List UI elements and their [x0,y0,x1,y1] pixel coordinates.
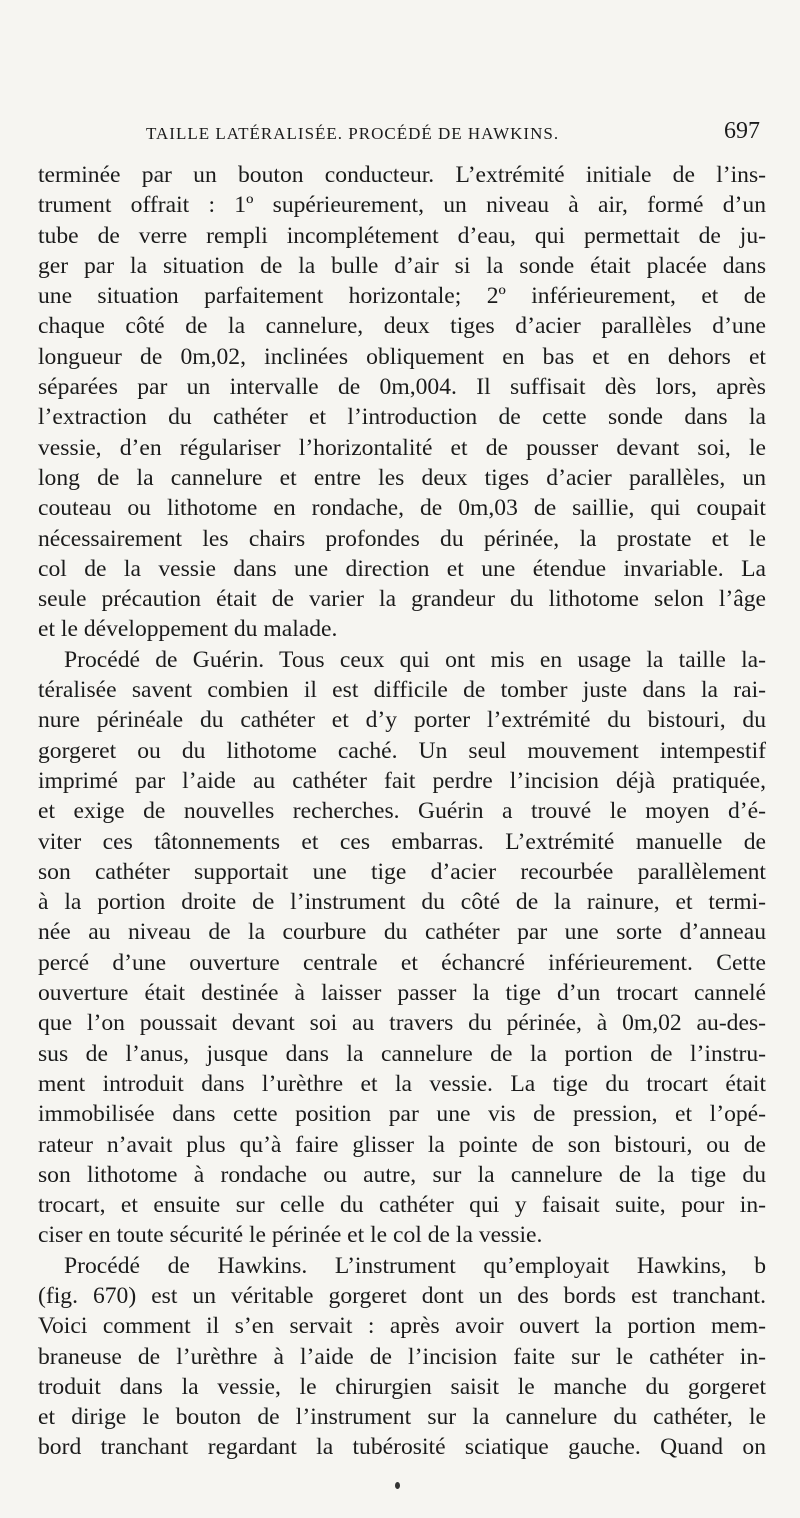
text-line: vessie, d’en régulariser l’horizontalité et de pousser devant soi, le [38,434,766,461]
text-line: bord tranchant regardant la tubérosité sciatique gauche. Quand on [38,1434,766,1461]
text-line: ment introduit dans l’urèthre et la vessie. La tige du trocart était [38,1070,766,1097]
paragraph-start-line: Procédé de Hawkins. L’instrument qu’employait Hawkins, b [64,1252,766,1279]
text-line: seule précaution était de varier la grandeur du lithotome selon l’âge [38,586,766,613]
text-line: tube de verre rempli incomplétement d’eau, qui permettait de ju- [38,222,766,249]
text-line: couteau ou lithotome en rondache, de 0m,03 de saillie, qui coupait [38,495,766,522]
paragraph-start-line: Procédé de Guérin. Tous ceux qui ont mis en usage la taille la- [64,646,766,673]
text-line: rateur n’avait plus qu’à faire glisser la pointe de son bistouri, ou de [38,1131,766,1158]
text-line: née au niveau de la courbure du cathéter par une sorte d’anneau [38,919,766,946]
text-line: nure périnéale du cathéter et d’y porter l’extrémité du bistouri, du [38,707,766,734]
text-line: trument offrait : 1º supérieurement, un niveau à air, formé d’un [38,192,766,219]
text-line: long de la cannelure et entre les deux tiges d’acier parallèles, un [38,464,766,491]
text-line: et dirige le bouton de l’instrument sur la cannelure du cathéter, le [38,1404,766,1431]
printer-mark [395,1482,400,1489]
text-line: téralisée savent combien il est difficile de tomber juste dans la rai- [38,677,766,704]
text-line: troduit dans la vessie, le chirurgien saisit le manche du gorgeret [38,1373,766,1400]
text-line: viter ces tâtonnements et ces embarras. L’extrémité manuelle de [38,828,766,855]
text-line: à la portion droite de l’instrument du côté de la rainure, et termi- [38,889,766,916]
text-line: l’extraction du cathéter et l’introduction de cette sonde dans la [38,404,766,431]
text-line: percé d’une ouverture centrale et échancré inférieurement. Cette [38,949,766,976]
text-line: gorgeret ou du lithotome caché. Un seul mouvement intempestif [38,737,766,764]
text-line: que l’on poussait devant soi au travers du périnée, à 0m,02 au-des- [38,1010,766,1037]
paragraph-end-line: ciser en toute sécurité le périnée et le col de la vessie. [38,1222,543,1249]
text-line: braneuse de l’urèthre à l’aide de l’incision faite sur le cathéter in- [38,1343,766,1370]
running-title: TAILLE LATÉRALISÉE. PROCÉDÉ DE HAWKINS. [146,124,560,143]
text-line: ouverture était destinée à laisser passer la tige d’un trocart cannelé [38,980,766,1007]
page-number: 697 [724,118,760,144]
text-line: longueur de 0m,02, inclinées obliquement en bas et en dehors et [38,343,766,370]
text-line: séparées par un intervalle de 0m,004. Il suffisait dès lors, après [38,374,766,401]
paragraph-end-line: et le développement du malade. [38,616,338,643]
text-line: chaque côté de la cannelure, deux tiges d’acier parallèles d’une [38,313,766,340]
text-line: imprimé par l’aide au cathéter fait perdre l’incision déjà pratiquée, [38,767,766,794]
text-line: nécessairement les chairs profondes du périnée, la prostate et le [38,525,766,552]
text-line: (fig. 670) est un véritable gorgeret dont un des bords est tranchant. [38,1282,766,1309]
page-header [38,118,766,152]
text-line: terminée par un bouton conducteur. L’extrémité initiale de l’ins- [38,162,766,188]
text-line: ger par la situation de la bulle d’air si la sonde était placée dans [38,252,766,279]
text-line: Voici comment il s’en servait : après avoir ouvert la portion mem- [38,1313,766,1340]
text-line: immobilisée dans cette position par une vis de pression, et l’opé- [38,1101,766,1128]
text-line: son lithotome à rondache ou autre, sur la cannelure de la tige du [38,1161,766,1188]
text-line: sus de l’anus, jusque dans la cannelure de la portion de l’instru- [38,1040,766,1067]
text-line: son cathéter supportait une tige d’acier recourbée parallèlement [38,858,766,885]
text-line: col de la vessie dans une direction et une étendue invariable. La [38,555,766,582]
text-line: une situation parfaitement horizontale; 2º inférieurement, et de [38,283,766,310]
text-line: et exige de nouvelles recherches. Guérin a trouvé le moyen d’é- [38,798,766,825]
body-text [38,160,766,1463]
text-line: trocart, et ensuite sur celle du cathéter qui y faisait suite, pour in- [38,1192,766,1219]
